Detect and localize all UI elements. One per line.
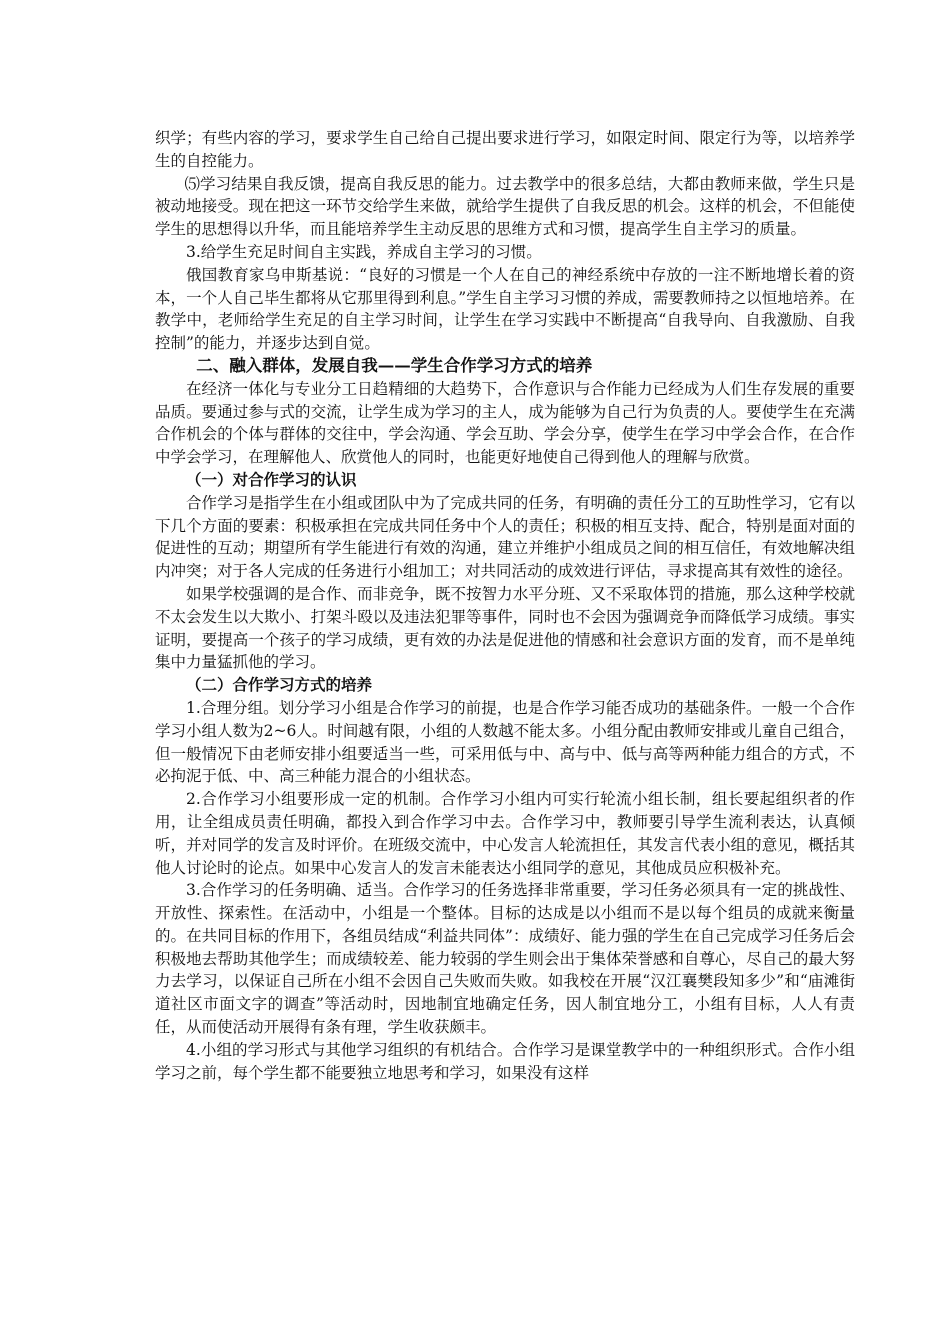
section-heading-2: 二、融入群体，发展自我——学生合作学习方式的培养	[196, 355, 593, 375]
document-body	[155, 127, 855, 1084]
paragraph-continuation: 织学；有些内容的学习，要求学生自己给自己提出要求进行学习，如限定时间、限定行为等，以培养学生的自控能力。	[155, 129, 855, 170]
paragraph-grouping: 1.合理分组。划分学习小组是合作学习的前提，也是合作学习能否成功的基础条件。一般一个合作学习小组人数为2~6人。时间越有限，小组的人数越不能太多。小组分配由教师安排或儿童自己组合，但一般情况下由老师安排小组要适当一些，可采用低与中、高与中、低与高等两种能力组合的方式，不必拘泥于低、中、高三种能力混合的小组状态。	[155, 698, 855, 786]
paragraph-ushinsky-quote: 俄国教育家乌申斯基说：“良好的习惯是一个人在自己的神经系统中存放的一注不断地增长着的资本，一个人自己毕生都将从它那里得到利息。”学生自主学习习惯的养成，需要教师持之以恒地培养。在教学中，老师给学生充足的自主学习时间，让学生在学习实践中不断提高“自我导向、自我激励、自我控制”的能力，并逐步达到自觉。	[155, 265, 855, 353]
paragraph-cooperation-definition: 合作学习是指学生在小组或团队中为了完成共同的任务，有明确的责任分工的互助性学习，它有以下几个方面的要素：积极承担在完成共同任务中个人的责任；积极的相互支持、配合，特别是面对面的促进性的互动；期望所有学生能进行有效的沟通，建立并维护小组成员之间的相互信任，有效地解决组内冲突；对于各人完成的任务进行小组加工；对共同活动的成效进行评估，寻求提高其有效性的途径。	[155, 493, 855, 581]
paragraph-item-3: 3.给学生充足时间自主实践，养成自主学习的习惯。	[186, 242, 542, 261]
subheading-understanding: （一）对合作学习的认识	[186, 469, 357, 489]
subheading-cultivation: （二）合作学习方式的培养	[186, 675, 373, 695]
paragraph-self-feedback: ⑸学习结果自我反馈，提高自我反思的能力。过去教学中的很多总结，大都由教师来做，学生只是被动地接受。现在把这一环节交给学生来做，就给学生提供了自我反思的机会。这样的机会，不但能使学生的思想得以升华，而且能培养学生主动反思的思维方式和习惯，提高学生自主学习的质量。	[155, 174, 855, 239]
paragraph-combination: 4.小组的学习形式与其他学习组织的有机结合。合作学习是课堂教学中的一种组织形式。合作小组学习之前，每个学生都不能要独立地思考和学习，如果没有这样	[155, 1040, 855, 1082]
paragraph-mechanism: 2.合作学习小组要形成一定的机制。合作学习小组内可实行轮流小组长制，组长要起组织者的作用，让全组成员责任明确，都投入到合作学习中去。合作学习中，教师要引导学生流利表达，认真倾听，并对同学的发言及时评价。在班级交流中，中心发言人轮流担任，其发言代表小组的意见，概括其他人讨论时的论点。如果中心发言人的发言未能表达小组同学的意见，其他成员应积极补充。	[155, 790, 855, 877]
paragraph-cooperation-vs-competition: 如果学校强调的是合作、而非竞争，既不按智力水平分班、又不采取体罚的措施，那么这种学校就不太会发生以大欺小、打架斗殴以及违法犯罪等事件，同时也不会因为强调竞争而降低学习成绩。事实证明，要提高一个孩子的学习成绩，更有效的办法是促进他的情感和社会意识方面的发育，而不是单纯集中力量猛抓他的学习。	[155, 584, 855, 672]
paragraph-task: 3.合作学习的任务明确、适当。合作学习的任务选择非常重要，学习任务必须具有一定的挑战性、开放性、探索性。在活动中，小组是一个整体。目标的达成是以小组而不是以每个组员的成就来衡量的。在共同目标的作用下，各组员结成“利益共同体”：成绩好、能力强的学生在自己完成学习任务后会积极地去帮助其他学生；而成绩较差、能力较弱的学生则会出于集体荣誉感和自尊心，尽自己的最大努力去学习，以保证自己所在小组不会因自己失败而失败。如我校在开展“汉江襄樊段知多少”和“庙滩街道社区市面文字的调查”等活动时，因地制宜地确定任务，因人制宜地分工，小组有目标，人人有责任，从而使活动开展得有条有理，学生收获颇丰。	[155, 881, 855, 1037]
paragraph-cooperation-intro: 在经济一体化与专业分工日趋精细的大趋势下，合作意识与合作能力已经成为人们生存发展的重要品质。要通过参与式的交流，让学生成为学习的主人，成为能够为自己行为负责的人。要使学生在充满合作机会的个体与群体的交往中，学会沟通、学会互助、学会分享，使学生在学习中学会合作，在合作中学会学习，在理解他人、欣赏他人的同时，也能更好地使自己得到他人的理解与欣赏。	[155, 379, 855, 467]
